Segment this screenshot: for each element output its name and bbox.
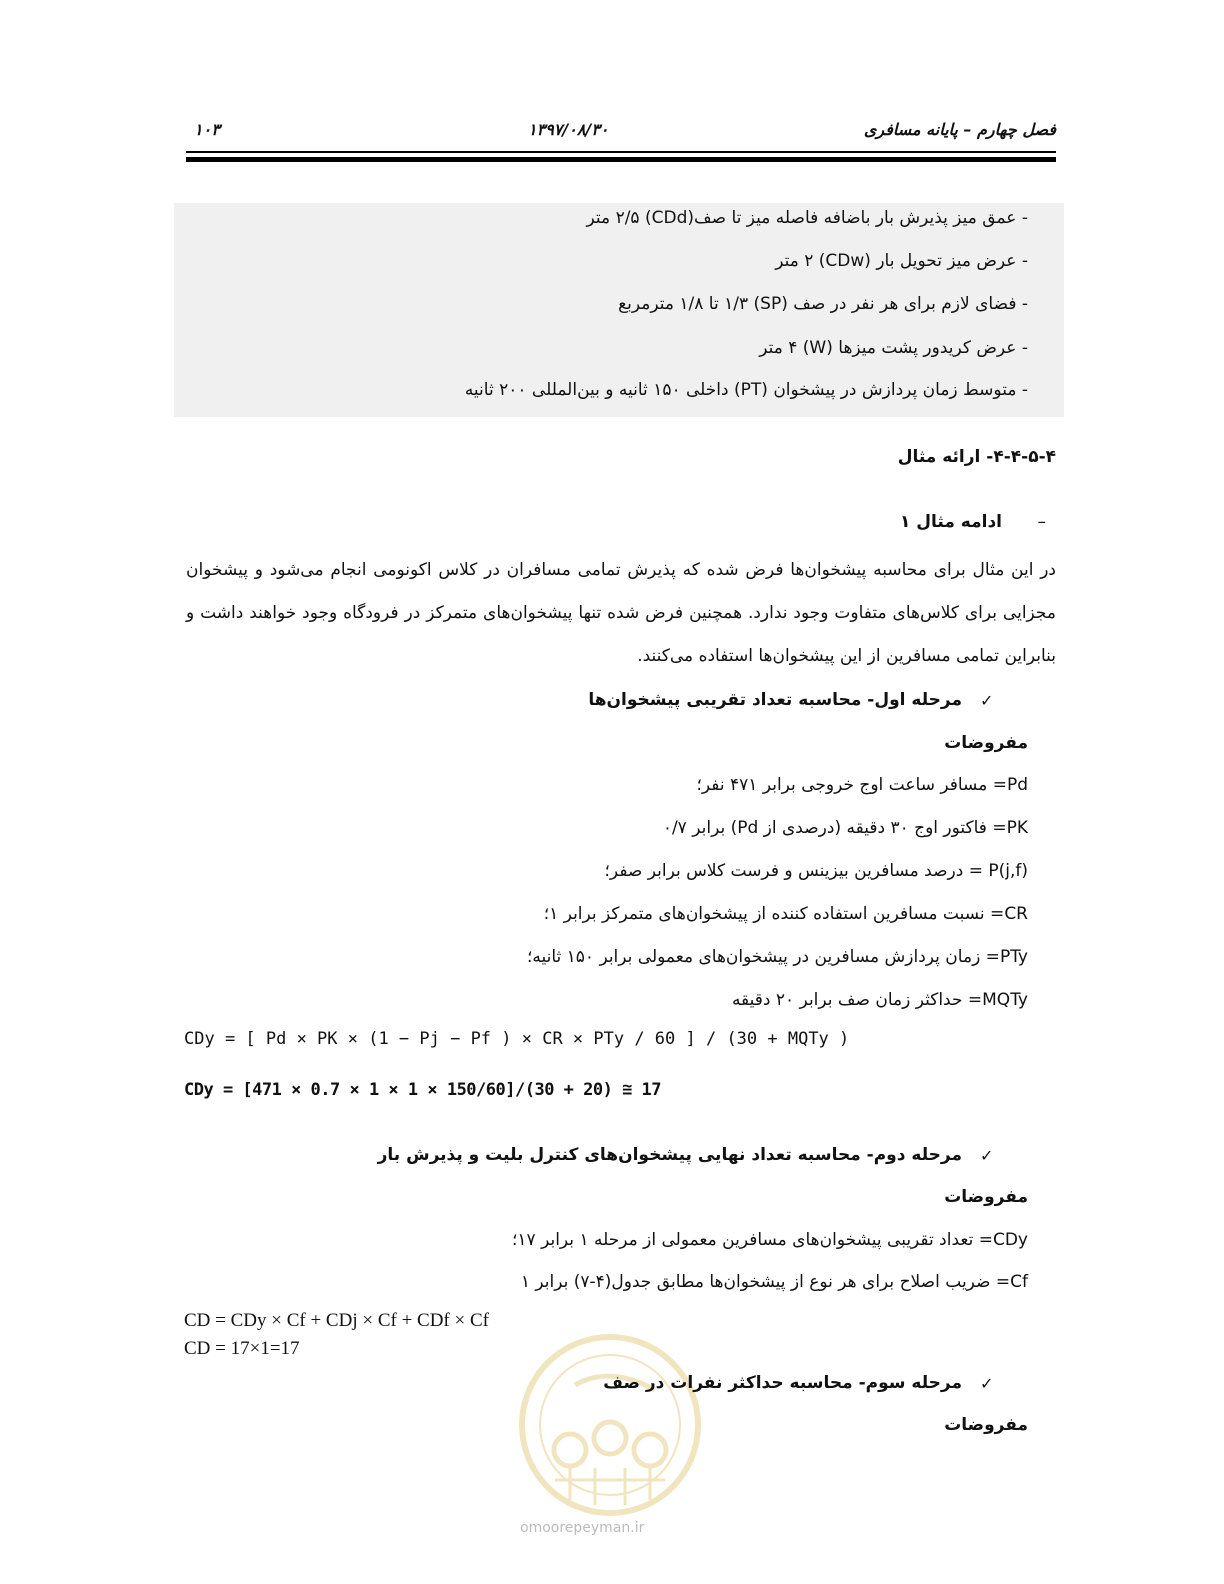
step1-assumptions-label: مفروضات [944, 733, 1028, 753]
step2-formula: CD = CDy × Cf + CDj × Cf + CDf × Cf [184, 1310, 489, 1331]
section-heading: ۴-۴-۵-۴- ارائه مثال [897, 447, 1056, 467]
assumption-item: MQTy= حداکثر زمان صف برابر ۲۰ دقیقه [731, 990, 1028, 1010]
step1-calculation: CDy = [471 × 0.7 × 1 × 1 × 150/60]/(30 + 20) ≅ 17 [184, 1080, 662, 1100]
list-item: - عمق میز پذیرش بار باضافه فاصله میز تا صف(CDd) ۲/۵ متر [586, 208, 1028, 228]
body-paragraph: در این مثال برای محاسبه پیشخوان‌ها فرض شده که پذیرش تمامی مسافران در کلاس اکونومی انجام می‌شود و پیشخوان مجزایی برای کلاس‌های متفاوت وجود ندارد. همچنین فرض شده تنها پیشخوان‌های متمرکز در فرودگاه وجود خواهند داشت و بنابراین تمامی مسافرین از این پیشخوان‌ها استفاده می‌کنند. [186, 560, 1056, 666]
assumption-item: CDy= تعداد تقریبی پیشخوان‌های مسافرین معمولی از مرحله ۱ برابر ۱۷؛ [512, 1230, 1028, 1250]
step3-assumptions-label: مفروضات [944, 1415, 1028, 1435]
header-rule-thick [186, 157, 1056, 162]
assumption-item: PTy= زمان پردازش مسافرین در پیشخوان‌های معمولی برابر ۱۵۰ ثانیه؛ [526, 947, 1028, 967]
check-icon: ✓ [980, 1374, 994, 1393]
step1-title: مرحله اول- محاسبه تعداد تقریبی پیشخوان‌ها [588, 690, 962, 710]
assumption-item: Cf= ضریب اصلاح برای هر نوع از پیشخوان‌ها مطابق جدول(۴-۷) برابر ۱ [520, 1272, 1028, 1292]
step3-title: مرحله سوم- محاسبه حداکثر نفرات در صف [603, 1373, 962, 1393]
subsection-title: ادامه مثال ۱ [899, 512, 1002, 532]
list-item: - فضای لازم برای هر نفر در صف (SP) ۱/۳ تا ۱/۸ مترمربع [618, 294, 1028, 314]
list-item: - متوسط زمان پردازش در پیشخوان (PT) داخلی ۱۵۰ ثانیه و بین‌المللی ۲۰۰ ثانیه [464, 380, 1028, 400]
watermark-logo-icon [515, 1330, 705, 1520]
list-item: - عرض کریدور پشت میزها (W) ۴ متر [759, 338, 1028, 358]
step2-calculation: CD = 17×1=17 [184, 1338, 300, 1359]
list-item: - عرض میز تحویل بار (CDw) ۲ متر [775, 251, 1028, 271]
assumption-item: P(j,f) = درصد مسافرین بیزینس و فرست کلاس برابر صفر؛ [604, 861, 1028, 881]
check-icon: ✓ [980, 691, 994, 710]
assumption-item: CR= نسبت مسافرین استفاده کننده از پیشخوان‌های متمرکز برابر ۱؛ [543, 904, 1028, 924]
header-date: ۱۳۹۷/۰۸/۳۰ [528, 120, 609, 139]
page-number: ۱۰۳ [194, 120, 220, 139]
check-icon: ✓ [980, 1146, 994, 1165]
header-rule-thin [186, 151, 1056, 153]
step2-title: مرحله دوم- محاسبه تعداد نهایی پیشخوان‌های کنترل بلیت و پذیرش بار [377, 1145, 962, 1165]
subsection-dash: – [1037, 512, 1046, 532]
step1-formula: CDy = [ Pd × PK × (1 − Pj − Pf ) × CR × PTy / 60 ] / (30 + MQTy ) [184, 1029, 850, 1049]
assumption-item: Pd= مسافر ساعت اوج خروجی برابر ۴۷۱ نفر؛ [696, 775, 1028, 795]
chapter-title: فصل چهارم – پایانه مسافری [863, 120, 1056, 139]
watermark-url: omoorepeyman.ir [520, 1520, 645, 1536]
assumption-item: PK= فاکتور اوج ۳۰ دقیقه (درصدی از Pd) برابر ۰/۷ [662, 818, 1028, 838]
step2-assumptions-label: مفروضات [944, 1187, 1028, 1207]
